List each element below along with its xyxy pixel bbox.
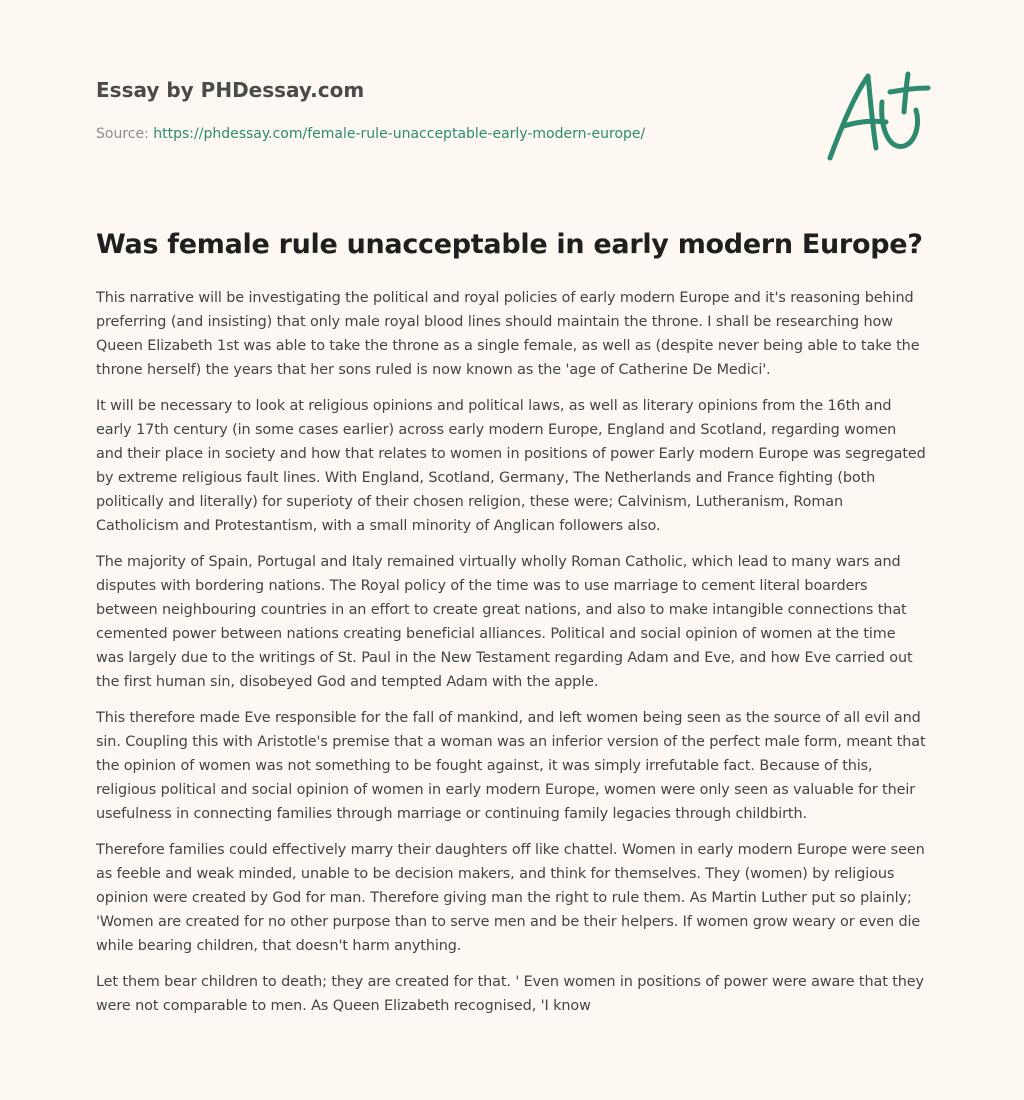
source-link[interactable]: https://phdessay.com/female-rule-unacceptable-early-modern-europe/: [153, 126, 646, 142]
essay-paragraph: This narrative will be investigating the political and royal policies of early modern Europe and it's reasoning behind preferring (and insisting) that only male royal blood lines should maintain the throne. I shall be researching how Queen Elizabeth 1st was able to take the throne as a single female, as well as (despite never being able to take the throne herself) the years that her sons ruled is now known as the 'age of Catherine De Medici'.: [96, 290, 920, 378]
essay-paragraph: Therefore families could effectively marry their daughters off like chattel. Women in early modern Europe were seen as feeble and weak minded, unable to be decision makers, and think for themselves. They (women) by religious opinion were created by God for man. Therefore giving man the right to rule them. As Martin Luther put so plainly; 'Women are created for no other purpose than to serve men and be their helpers. If women grow weary or even die while bearing children, that doesn't harm anything.: [96, 842, 925, 954]
source-label: Source:: [96, 126, 154, 142]
essay-paragraph: It will be necessary to look at religious opinions and political laws, as well as literary opinions from the 16th and early 17th century (in some cases earlier) across early modern Europe, England and Scotland, regarding women and their place in society and how that relates to women in positions of power Early modern Europe was segregated by extreme religious fault lines. With England, Scotland, Germany, The Netherlands and France fighting (both politically and literally) for superioty of their chosen religion, these were; Calvinism, Lutheranism, Roman Catholicism and Protestantism, with a small minority of Anglican followers also.: [96, 398, 926, 534]
brand-title: Essay by PHDessay.com: [96, 78, 365, 102]
essay-paragraph: The majority of Spain, Portugal and Italy remained virtually wholly Roman Catholic, which lead to many wars and disputes with bordering nations. The Royal policy of the time was to use marriage to cement literal boarders between neighbouring countries in an effort to create great nations, and also to make intangible connections that cemented power between nations creating beneficial alliances. Political and social opinion of women at the time was largely due to the writings of St. Paul in the New Testament regarding Adam and Eve, and how Eve carried out the first human sin, disobeyed God and tempted Adam with the apple.: [96, 554, 913, 690]
essay-paragraph: This therefore made Eve responsible for the fall of mankind, and left women being seen as the source of all evil and sin. Coupling this with Aristotle's premise that a woman was an inferior version of the perfect male form, meant that the opinion of women was not something to be fought against, it was simply irrefutable fact. Because of this, religious political and social opinion of women in early modern Europe, women were only seen as valuable for their usefulness in connecting families through marriage or continuing family legacies through childbirth.: [96, 710, 926, 822]
source-line: [96, 124, 645, 144]
a-plus-logo-icon: [824, 66, 934, 166]
essay-title: Was female rule unacceptable in early modern Europe?: [96, 229, 923, 260]
essay-body: [96, 286, 926, 1030]
essay-paragraph: Let them bear children to death; they are created for that. ' Even women in positions of power were aware that they were not comparable to men. As Queen Elizabeth recognised, 'I know: [96, 974, 924, 1014]
essay-header: [96, 76, 928, 176]
